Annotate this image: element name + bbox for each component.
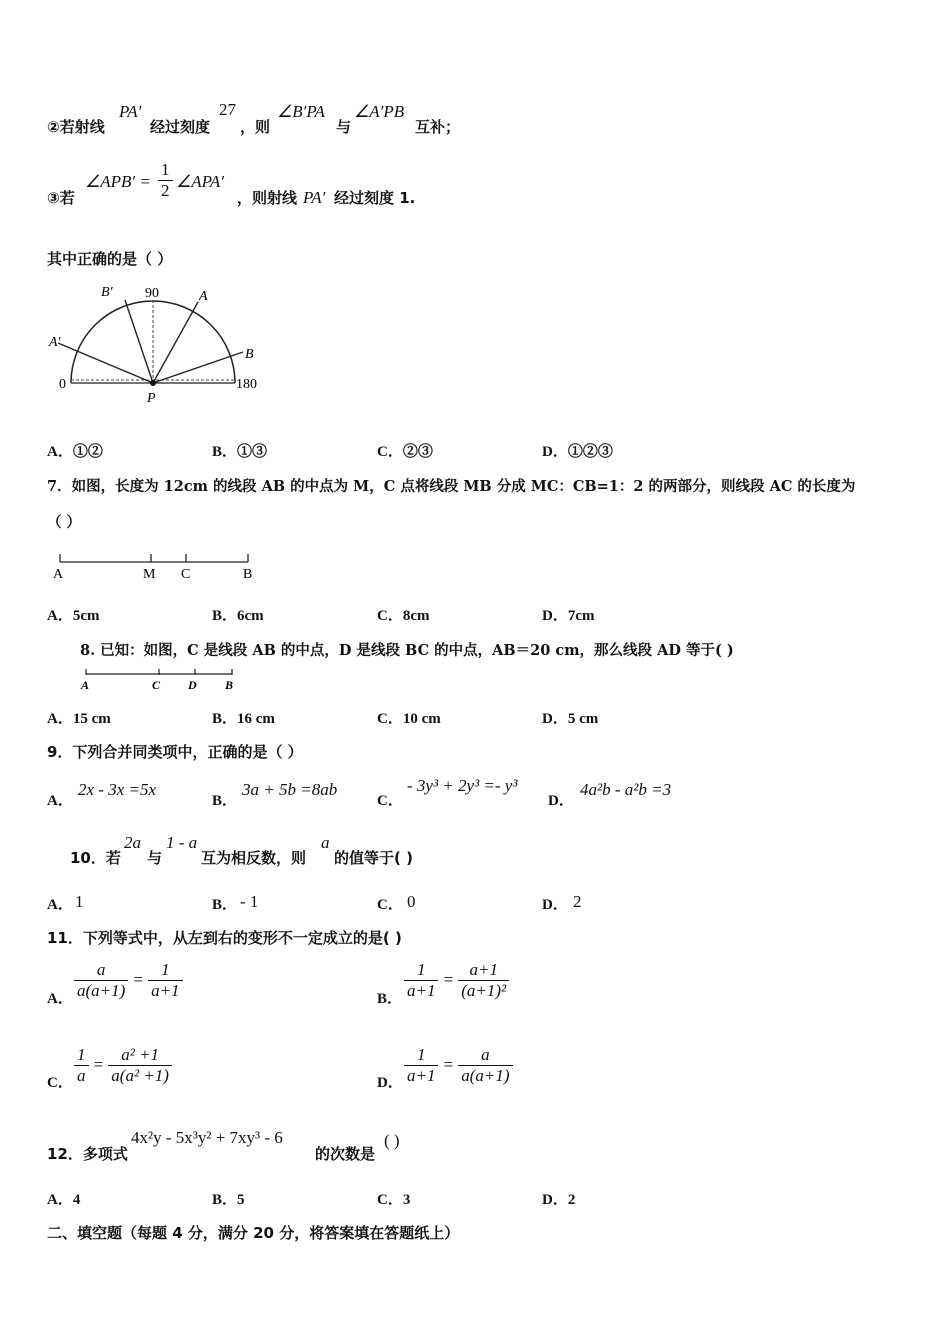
num: a+1	[458, 960, 509, 981]
q7-option-b: B．6cm	[212, 608, 264, 624]
equals: =	[443, 1055, 454, 1074]
protractor-figure	[45, 280, 280, 405]
ray-pb-prime	[125, 300, 153, 383]
q11-expr-d	[404, 1045, 513, 1086]
den: a(a+1)	[77, 981, 126, 1000]
item-3-prefix: ③若	[47, 189, 75, 207]
q8-option-a: A．15 cm	[47, 711, 111, 727]
q12-polynomial: 4x²y - 5x³y² + 7xy³ - 6	[131, 1128, 283, 1147]
q10-value-c: 0	[407, 892, 416, 911]
label-b: B	[225, 678, 234, 692]
label-0: 0	[59, 377, 66, 392]
item-3-mid: ，则射线	[237, 189, 298, 207]
q6-option-d: D．①②③	[542, 444, 613, 460]
q10-var: a	[321, 833, 330, 852]
num: a	[458, 1045, 512, 1066]
q7-segment-figure	[45, 545, 265, 583]
q6-stem: 其中正确的是（ ）	[47, 250, 173, 268]
q12-option-a: A．4	[47, 1192, 81, 1208]
item-3-expr-left: ∠APB′ =	[85, 172, 151, 191]
item-2-mid3: 与	[336, 118, 352, 136]
q11-label-c: C．	[47, 1075, 73, 1091]
q9-expr-c: - 3y³ + 2y³ =- y³	[407, 776, 518, 795]
equals: =	[133, 970, 143, 989]
q11-label-d: D．	[377, 1075, 403, 1091]
q10-num: 10．若	[70, 849, 121, 867]
item-3-fraction	[158, 160, 173, 201]
label-b-prime: B′	[101, 285, 113, 300]
label-a: A	[81, 678, 90, 692]
angle-apb: ∠A′PB	[354, 102, 405, 121]
q8-option-d: D．5 cm	[542, 711, 599, 727]
label-a: A	[53, 567, 64, 582]
q8-stem: 8. 已知：如图，C 是线段 AB 的中点，D 是线段 BC 的中点，AB＝20 cm，那么线段 AD 等于( )	[80, 642, 734, 659]
q9-label-d: D．	[548, 793, 574, 809]
section-2-heading: 二、填空题（每题 4 分，满分 20 分，将答案填在答题纸上）	[47, 1224, 460, 1242]
q7-stem-line2: （ ）	[47, 514, 82, 531]
frac-num: 1	[158, 160, 173, 181]
q6-option-b: B．①③	[212, 444, 268, 460]
label-b: B	[245, 347, 254, 362]
q12-option-b: B．5	[212, 1192, 245, 1208]
item-2-num: 27	[219, 100, 236, 119]
label-a: A	[199, 289, 208, 304]
label-d: D	[188, 678, 197, 692]
angle-bpa: ∠B′PA	[277, 102, 325, 121]
ray-pa	[153, 302, 198, 383]
q10-label-b: B．	[212, 897, 238, 913]
den: a+1	[407, 1066, 436, 1085]
num: 1	[74, 1045, 89, 1066]
q10-expr: 1 - a	[166, 833, 198, 852]
item-2-suffix: 互补；	[415, 118, 461, 136]
q10-label-d: D．	[542, 897, 568, 913]
num: a² +1	[108, 1045, 172, 1066]
q9-label-b: B．	[212, 793, 238, 809]
den: a+1	[151, 981, 180, 1000]
item-2-mid2: ，则	[240, 118, 271, 136]
item-3-ray: PA′	[303, 188, 326, 207]
q7-option-a: A．5cm	[47, 608, 100, 624]
q9-expr-d: 4a²b - a²b =3	[580, 780, 672, 799]
q12-option-c: C．3	[377, 1192, 411, 1208]
item-3-expr-right: ∠APA′	[176, 172, 224, 191]
label-a-prime: A′	[49, 335, 61, 350]
q11-expr-c	[74, 1045, 172, 1086]
frac-den: 2	[161, 181, 170, 200]
den: (a+1)²	[461, 981, 507, 1000]
ray-pb	[153, 352, 243, 383]
q10-value-a: 1	[75, 892, 84, 911]
q10-value-b: - 1	[240, 892, 259, 911]
q7-stem-line1: 7．如图，长度为 12cm 的线段 AB 的中点为 M，C 点将线段 MB 分成 MC：CB=1：2 的两部分，则线段 AC 的长度为	[47, 478, 856, 495]
q8-option-b: B．16 cm	[212, 711, 275, 727]
den: a	[77, 1066, 86, 1085]
q10-mid2: 互为相反数，则	[201, 849, 307, 867]
q10-label-c: C．	[377, 897, 403, 913]
q12-suffix: 的次数是	[315, 1145, 376, 1163]
label-p: P	[147, 391, 156, 405]
den: a+1	[407, 981, 436, 1000]
q9-expr-b: 3a + 5b =8ab	[242, 780, 338, 799]
q7-option-d: D．7cm	[542, 608, 595, 624]
equals: =	[93, 1055, 104, 1074]
item-2-prefix: ②若射线	[47, 118, 105, 136]
ray-pa-prime-line	[58, 343, 153, 383]
q10-label-a: A．	[47, 897, 73, 913]
num: 1	[148, 960, 182, 981]
equals: =	[443, 970, 454, 989]
den: a(a+1)	[461, 1066, 510, 1085]
label-180: 180	[236, 377, 257, 392]
ray-pa-prime: PA′	[119, 102, 142, 121]
q8-segment-figure	[75, 665, 240, 693]
q6-option-c: C．②③	[377, 444, 433, 460]
item-2-mid1: 经过刻度	[150, 118, 211, 136]
q11-label-b: B．	[377, 991, 403, 1007]
q11-expr-b	[404, 960, 509, 1001]
label-m: M	[143, 567, 156, 582]
point-p	[150, 380, 156, 386]
q9-label-c: C．	[377, 793, 403, 809]
q11-expr-a	[74, 960, 183, 1001]
q12-option-d: D．2	[542, 1192, 576, 1208]
q11-label-a: A．	[47, 991, 73, 1007]
q9-label-a: A．	[47, 793, 73, 809]
q10-value-d: 2	[573, 892, 582, 911]
q8-option-c: C．10 cm	[377, 711, 441, 727]
q10-mid1: 与	[147, 849, 163, 867]
label-c: C	[181, 567, 191, 582]
num: a	[74, 960, 128, 981]
label-b: B	[243, 567, 253, 582]
num: 1	[404, 960, 438, 981]
q7-option-c: C．8cm	[377, 608, 430, 624]
q6-option-a: A．①②	[47, 444, 103, 460]
item-3-suffix: 经过刻度 1.	[334, 189, 416, 207]
label-c: C	[152, 678, 161, 692]
q9-stem: 9．下列合并同类项中，正确的是（ ）	[47, 743, 303, 761]
q12-paren: ( )	[384, 1131, 400, 1150]
q12-prefix: 12．多项式	[47, 1145, 128, 1163]
num: 1	[404, 1045, 438, 1066]
q10-suffix: 的值等于( )	[334, 849, 413, 867]
q10-2a: 2a	[124, 833, 141, 852]
label-90: 90	[145, 286, 159, 301]
q11-stem: 11．下列等式中，从左到右的变形不一定成立的是( )	[47, 929, 402, 947]
q9-expr-a: 2x - 3x =5x	[78, 780, 157, 799]
den: a(a² +1)	[111, 1066, 169, 1085]
item-2	[47, 116, 105, 137]
